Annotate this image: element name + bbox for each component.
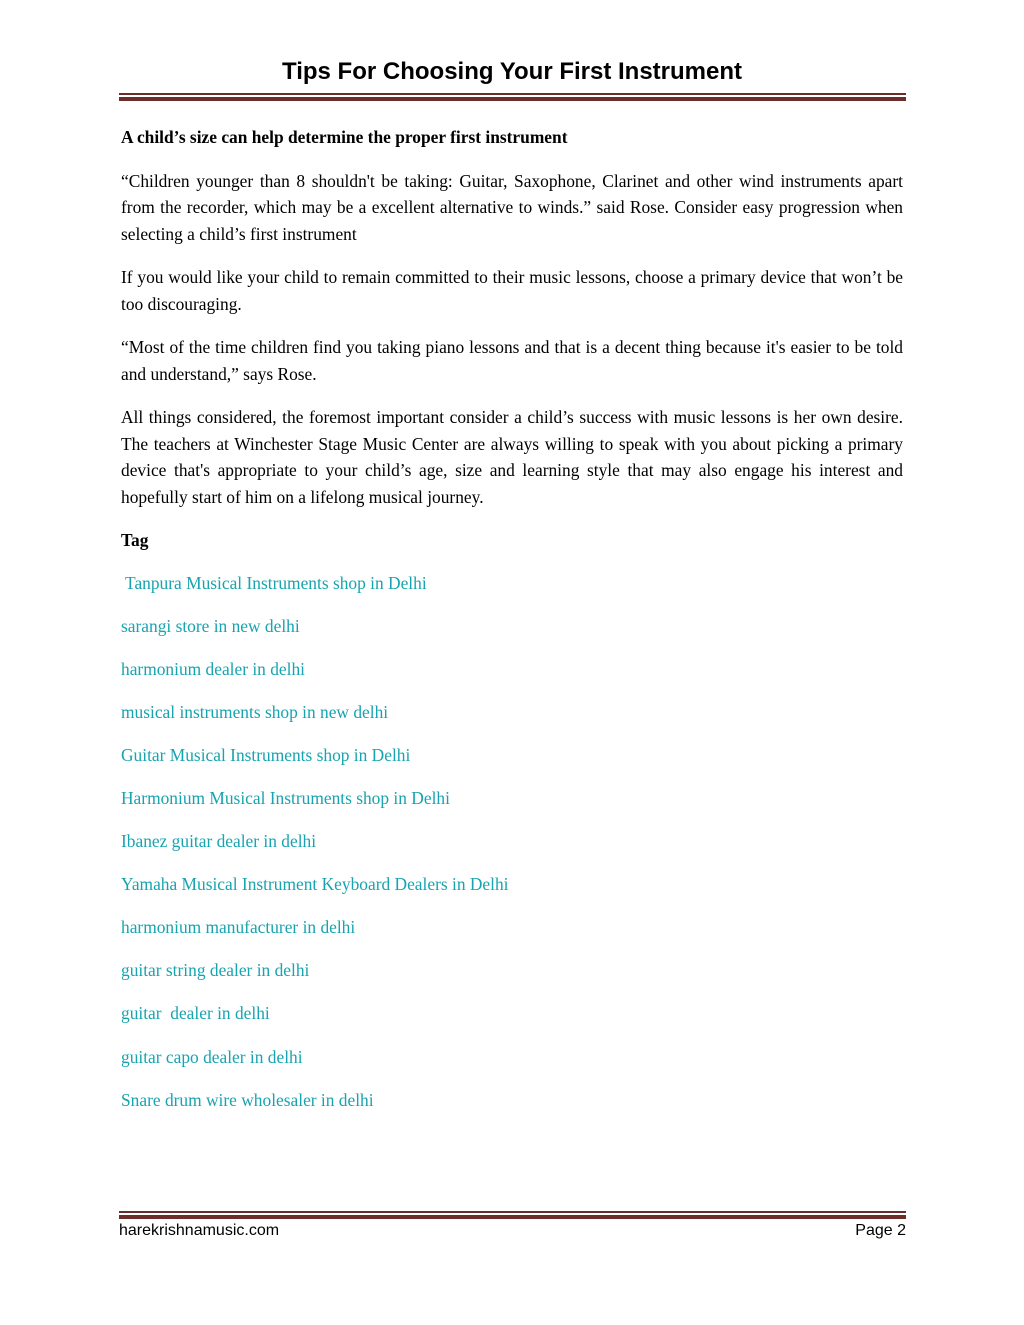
page-footer [119,1222,906,1240]
tag-heading: Tag [121,530,149,550]
tag-link[interactable]: guitar dealer in delhi [121,1003,270,1024]
tag-link[interactable]: guitar capo dealer in delhi [121,1046,303,1067]
header-divider [119,93,906,101]
paragraph-1: “Children younger than 8 shouldn't be taking: Guitar, Saxophone, Clarinet and other wind instruments apart from the recorder, which may be a excellent alternative to winds.” said Rose. Consider easy progression when selecting a child’s first instrument [121,170,903,244]
tag-link[interactable]: Ibanez guitar dealer in delhi [121,831,317,852]
paragraph-4: All things considered, the foremost important consider a child’s success with music lessons is her own desire. The teachers at Winchester Stage Music Center are always willing to speak with you about picking a primary device that's appropriate to your child’s age, size and learning style that may also engage his interest and hopefully start of him on a lifelong musical journey. [121,407,903,507]
tag-link[interactable]: Guitar Musical Instruments shop in Delhi [121,744,411,765]
footer-divider [119,1211,906,1219]
tag-link[interactable]: Snare drum wire wholesaler in delhi [121,1089,374,1110]
tag-link[interactable]: musical instruments shop in new delhi [121,701,389,722]
page-number: Page 2 [855,1222,906,1239]
section-subheading: A child’s size can help determine the proper first instrument [121,127,568,147]
tag-link[interactable]: harmonium manufacturer in delhi [121,917,356,938]
paragraph-2: If you would like your child to remain committed to their music lessons, choose a primary device that won’t be too discouraging. [121,267,903,314]
tag-link[interactable]: Yamaha Musical Instrument Keyboard Dealers in Delhi [121,874,509,895]
tag-link[interactable]: guitar string dealer in delhi [121,960,310,981]
tag-link[interactable]: Tanpura Musical Instruments shop in Delhi [121,572,427,593]
page-title: Tips For Choosing Your First Instrument [281,58,743,85]
paragraph-3: “Most of the time children find you taking piano lessons and that is a decent thing because it's easier to be told and understand,” says Rose. [121,337,903,384]
footer-site: harekrishnamusic.com [119,1222,280,1239]
tag-link[interactable]: sarangi store in new delhi [121,615,300,636]
document-body [121,124,903,1130]
tag-link[interactable]: Harmonium Musical Instruments shop in Delhi [121,787,450,808]
tag-link[interactable]: harmonium dealer in delhi [121,658,305,679]
tag-list [121,570,903,1114]
